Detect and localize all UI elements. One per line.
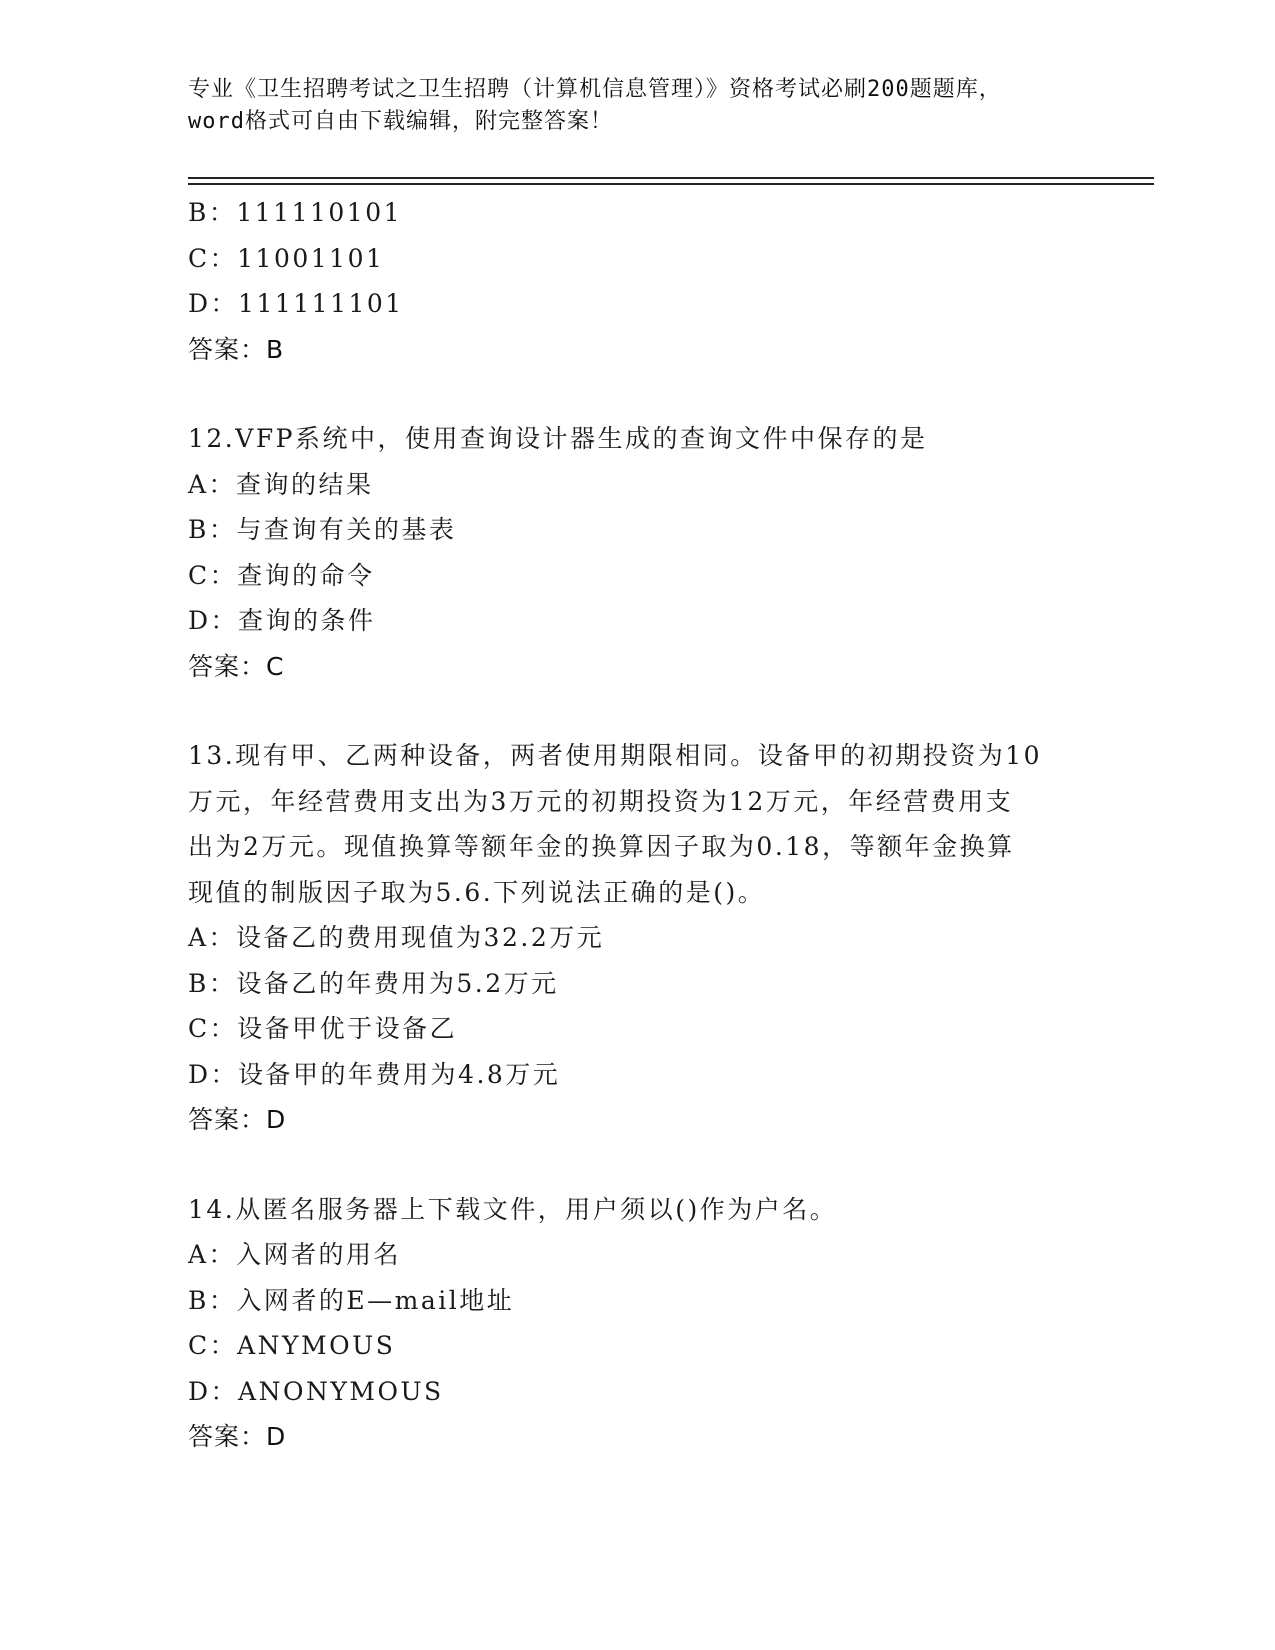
question-stem-line: 万元，年经营费用支出为3万元的初期投资为12万元，年经营费用支 (188, 786, 1014, 816)
question-11 (188, 190, 1148, 372)
option-b: B：设备乙的年费用为5.2万元 (188, 968, 559, 998)
answer-line: 答案：B (188, 334, 285, 364)
spacer (188, 689, 1148, 733)
question-stem-line: 13.现有甲、乙两种设备，两者使用期限相同。设备甲的初期投资为10 (188, 741, 1043, 770)
header-title-line-1: 专业《卫生招聘考试之卫生招聘（计算机信息管理）》资格考试必刷200题题库， (188, 77, 1002, 102)
option-b: B：与查询有关的基表 (188, 515, 457, 544)
option-b: B：入网者的E—mail地址 (188, 1285, 515, 1315)
header-title-line-2: word格式可自由下载编辑，附完整答案！ (188, 109, 613, 134)
option-c: C：查询的命令 (188, 560, 375, 590)
header-rule-top (188, 177, 1154, 179)
option-a: A：查询的结果 (188, 469, 374, 499)
question-stem-line: 现值的制版因子取为5.6.下列说法正确的是()。 (188, 877, 766, 907)
question-stem: 14.从匿名服务器上下载文件，用户须以()作为户名。 (188, 1194, 838, 1224)
option-b: B：111110101 (188, 198, 403, 227)
option-c: C：11001101 (188, 243, 385, 273)
option-d: D：ANONYMOUS (188, 1376, 444, 1406)
spacer (188, 372, 1148, 416)
question-13 (188, 733, 1148, 1143)
question-stem (188, 733, 1148, 915)
document-header (188, 74, 1108, 138)
question-14 (188, 1187, 1148, 1460)
option-a: A：入网者的用名 (188, 1240, 402, 1269)
question-12 (188, 416, 1148, 689)
answer-line: 答案：C (188, 651, 285, 681)
spacer (188, 1143, 1148, 1187)
option-d: D：查询的条件 (188, 606, 376, 635)
question-stem: 12.VFP系统中，使用查询设计器生成的查询文件中保存的是 (188, 424, 928, 453)
header-rule-bottom (188, 183, 1154, 185)
question-stem-line: 出为2万元。现值换算等额年金的换算因子取为0.18，等额年金换算 (188, 832, 1015, 861)
answer-line: 答案：D (188, 1422, 287, 1451)
option-d: D：设备甲的年费用为4.8万元 (188, 1059, 561, 1089)
answer-line: 答案：D (188, 1105, 287, 1134)
option-c: C：ANYMOUS (188, 1331, 396, 1360)
option-a: A：设备乙的费用现值为32.2万元 (188, 923, 605, 952)
option-d: D：111111101 (188, 289, 404, 318)
option-c: C：设备甲优于设备乙 (188, 1014, 458, 1043)
question-list (188, 190, 1148, 1460)
